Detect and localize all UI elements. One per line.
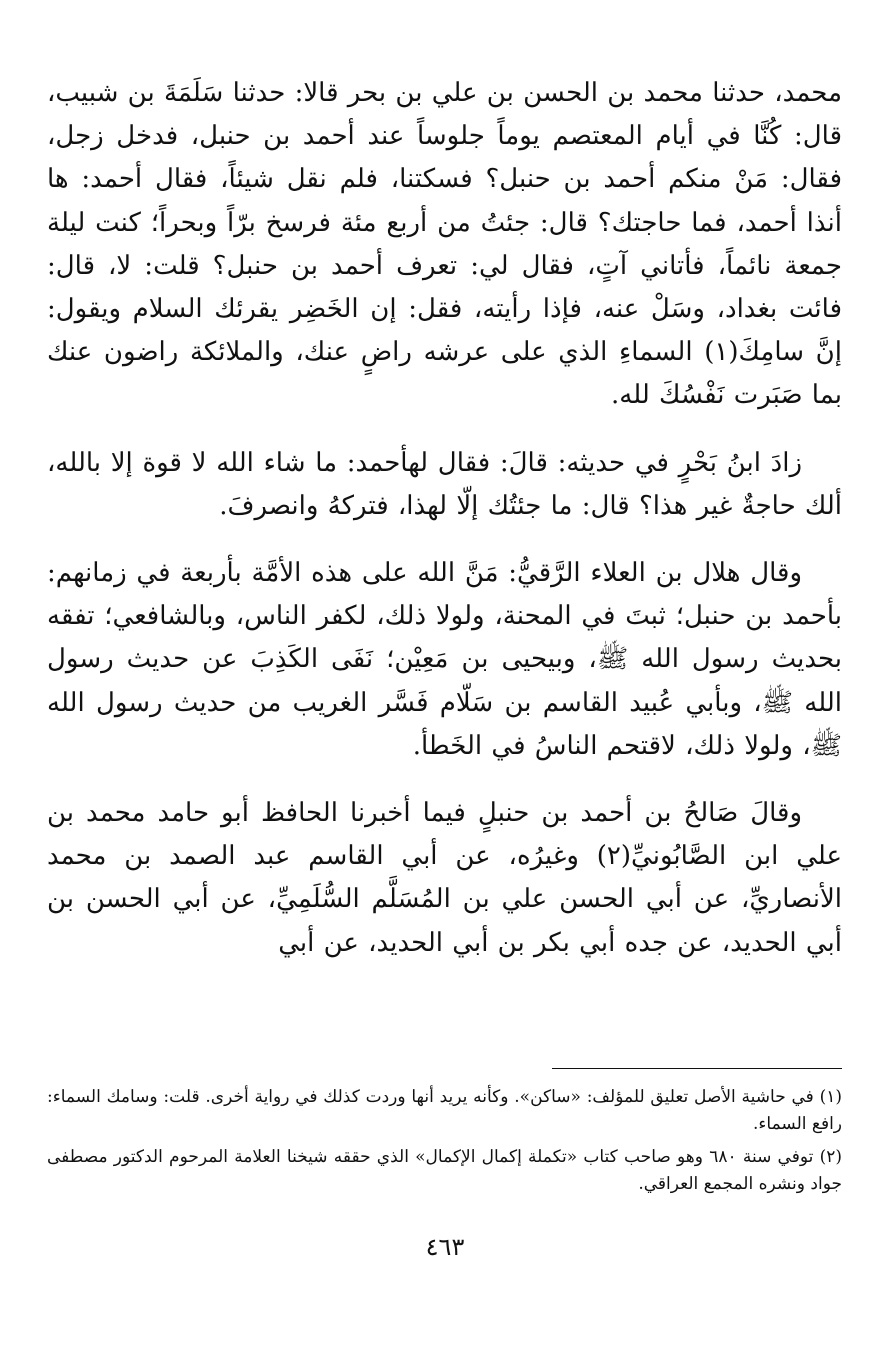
footnote-2: (٢) توفي سنة ٦٨٠ وهو صاحب كتاب «تكملة إكمال الإكمال» الذي حققه شيخنا العلامة المرحوم الدكتور مصطفى جواد ونشره المجمع العراقي.	[47, 1147, 842, 1194]
footnotes-block	[47, 1084, 842, 1204]
paragraph-2: زادَ ابنُ بَحْرٍ في حديثه: قالَ: فقال لهأحمد: ما شاء الله لا قوة إلا بالله، ألك حاجةٌ غير هذا؟ قال: ما جئتُك إلّا لهذا، فتركهُ وانصرفَ.	[47, 447, 842, 521]
main-text-block	[47, 72, 842, 965]
paragraph-3: وقال هلال بن العلاء الرَّقيُّ: مَنَّ الله على هذه الأمَّة بأربعة في زمانهم: بأحمد بن حنبل؛ ثبتَ في المحنة، ولولا ذلك، لكفر الناس، وبالشافعي؛ تفقه بحديث رسول الله ﷺ، وبيحيى بن مَعِيْن؛ نَفَى الكَذِبَ عن حديث رسول الله ﷺ، وبأبي عُبيد القاسم بن سَلّام فَسَّر الغريب من حديث رسول الله ﷺ، ولولا ذلك، لاقتحم الناسُ في الخَطأ.	[47, 558, 842, 761]
footnote-divider	[552, 1068, 842, 1069]
page-number: ٤٦٣	[425, 1233, 465, 1261]
paragraph-1: محمد، حدثنا محمد بن الحسن بن علي بن بحر قالا: حدثنا سَلَمَةَ بن شبيب، قال: كُنَّا في أيام المعتصم يوماً جلوساً عند أحمد بن حنبل، فدخل زجل، فقال: مَنْ منكم أحمد بن حنبل؟ فسكتنا، فلم نقل شيئاً، فقال أحمد: ها أنذا أحمد، فما حاجتك؟ قال: جئتُ من أربع مئة فرسخ برّاً وبحراً؛ كنت ليلة جمعة نائماً، فأتاني آتٍ، فقال لي: تعرف أحمد بن حنبل؟ قلت: لا، قال: فائت بغداد، وسَلْ عنه، فإذا رأيته، فقل: إن الخَضِر يقرئك السلام ويقول: إنَّ سامِكَ(١) السماءِ الذي على عرشه راضٍ عنك، والملائكة راضون عنك بما صَبَرت نَفْسُكَ لله.	[47, 78, 843, 411]
paragraph-4: وقالَ صَالحُ بن أحمد بن حنبلٍ فيما أخبرنا الحافظ أبو حامد محمد بن علي ابن الصَّابُونيِّ(٢) وغيرُه، عن أبي القاسم عبد الصمد بن محمد الأنصاريِّ، عن أبي الحسن علي بن المُسَلَّم السُّلَمِيِّ، عن أبي الحسن بن أبي الحديد، عن جده أبي بكر بن أبي الحديد، عن أبي	[47, 798, 842, 958]
footnote-1: (١) في حاشية الأصل تعليق للمؤلف: «ساكن». وكأنه يريد أنها وردت كذلك في رواية أخرى. قلت: وسامك السماء: رافع السماء.	[47, 1087, 842, 1134]
